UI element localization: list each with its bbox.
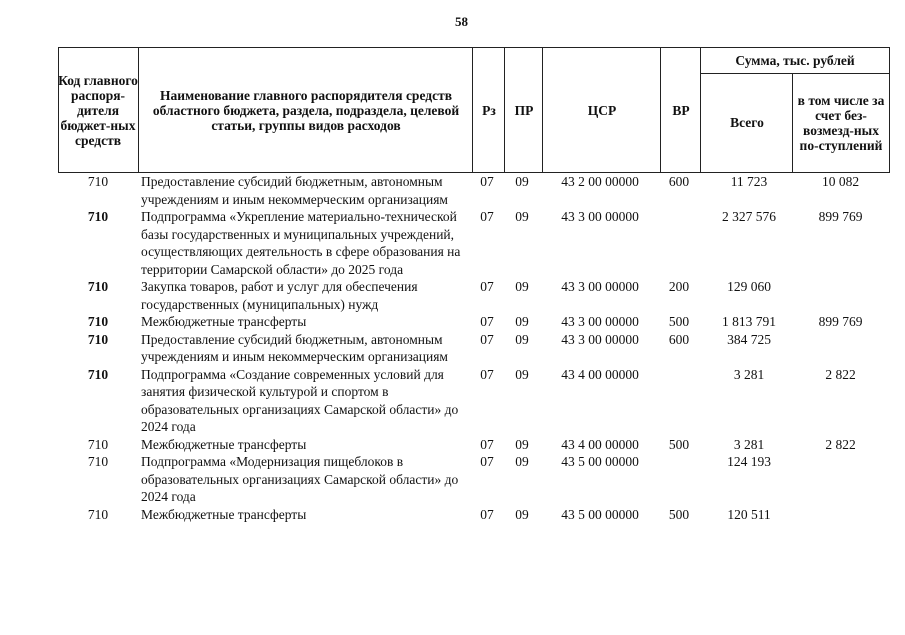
cell-total: 1 813 791 — [722, 314, 776, 329]
cell-gratuitous: 2 822 — [825, 436, 856, 452]
table-row — [58, 331, 890, 366]
cell-code: 710 — [87, 174, 109, 189]
cell-pr: 09 — [515, 366, 529, 382]
cell-rz: 07 — [480, 331, 494, 347]
cell-rz: 07 — [480, 436, 494, 452]
cell-total: 3 281 — [733, 436, 765, 452]
cell-vr: 500 — [668, 436, 690, 452]
cell-code: 710 — [87, 454, 109, 469]
cell-rz: 07 — [480, 279, 494, 294]
header-rz: Рз — [472, 48, 505, 172]
table-body — [58, 173, 890, 523]
cell-vr: 200 — [668, 279, 690, 294]
header-total: Всего — [700, 73, 793, 172]
cell-pr: 09 — [515, 314, 529, 329]
cell-gratuitous — [791, 453, 890, 506]
cell-name: Подпрограмма «Создание современных условий для занятия физической культурой и спортом в образовательных организациях Самарской области» до 2024 года — [141, 366, 459, 434]
cell-pr: 09 — [515, 174, 529, 189]
cell-rz: 07 — [480, 506, 494, 522]
budget-table — [58, 47, 890, 523]
cell-code: 710 — [87, 209, 109, 224]
cell-rz: 07 — [480, 366, 494, 382]
cell-gratuitous — [791, 506, 890, 524]
cell-code: 710 — [87, 436, 109, 452]
cell-csr: 43 5 00 00000 — [561, 454, 639, 469]
cell-gratuitous: 10 082 — [821, 174, 860, 189]
cell-pr: 09 — [515, 506, 529, 522]
cell-code: 710 — [87, 331, 109, 347]
header-code: Код главного распоря-дителя бюджет-ных средств — [58, 72, 138, 148]
cell-csr: 43 3 00 00000 — [561, 331, 639, 347]
cell-pr: 09 — [515, 436, 529, 452]
table-row — [58, 208, 890, 278]
cell-gratuitous: 2 822 — [825, 366, 856, 382]
cell-code: 710 — [87, 506, 109, 522]
cell-csr: 43 3 00 00000 — [561, 279, 639, 294]
cell-total: 120 511 — [727, 506, 771, 522]
page-number: 58 — [455, 14, 468, 29]
cell-gratuitous: 899 769 — [818, 209, 863, 224]
header-pr: ПР — [504, 48, 543, 172]
cell-code: 710 — [87, 314, 109, 329]
header-name: Наименование главного распорядителя средств областного бюджета, раздела, подраздела, целевой статьи, группы видов расходов — [138, 48, 473, 172]
cell-total: 384 725 — [727, 331, 771, 347]
table-header — [58, 47, 890, 173]
cell-name: Межбюджетные трансферты — [141, 436, 307, 452]
cell-total: 124 193 — [727, 454, 771, 469]
table-row — [58, 506, 890, 524]
table-row — [58, 313, 890, 331]
cell-total: 3 281 — [733, 366, 765, 382]
cell-vr — [659, 453, 699, 506]
cell-rz: 07 — [480, 174, 494, 189]
cell-vr: 600 — [668, 331, 690, 347]
cell-rz: 07 — [480, 454, 494, 469]
cell-csr: 43 3 00 00000 — [561, 209, 639, 224]
cell-gratuitous — [791, 331, 890, 366]
cell-vr: 500 — [668, 506, 690, 522]
table-row — [58, 173, 890, 208]
cell-gratuitous — [791, 278, 890, 313]
table-row — [58, 278, 890, 313]
cell-name: Предоставление субсидий бюджетным, автономным учреждениям и иным некоммерческим организациям — [141, 331, 448, 364]
cell-csr: 43 4 00 00000 — [561, 436, 639, 452]
cell-rz: 07 — [480, 209, 494, 224]
header-gratuitous: в том числе за счет без-возмезд-ных по-ступлений — [792, 73, 889, 172]
cell-name: Межбюджетные трансферты — [141, 506, 307, 522]
cell-name: Межбюджетные трансферты — [141, 314, 307, 329]
cell-total: 129 060 — [727, 279, 771, 294]
cell-csr: 43 3 00 00000 — [561, 314, 639, 329]
cell-vr — [659, 366, 699, 436]
cell-pr: 09 — [515, 279, 529, 294]
cell-pr: 09 — [515, 331, 529, 347]
cell-name: Подпрограмма «Укрепление материально-технической базы государственных и муниципальных учреждений, осуществляющих деятельность в сфере образования на территории Самарской области» до 2025 года — [141, 209, 461, 277]
header-vr: ВР — [660, 48, 701, 172]
table-row — [58, 366, 890, 436]
cell-vr — [659, 208, 699, 278]
cell-pr: 09 — [515, 454, 529, 469]
cell-vr: 600 — [668, 174, 690, 189]
cell-code: 710 — [87, 366, 109, 382]
table-row — [58, 453, 890, 506]
cell-code: 710 — [87, 279, 109, 294]
cell-pr: 09 — [515, 209, 529, 224]
cell-vr: 500 — [668, 314, 690, 329]
cell-rz: 07 — [480, 314, 494, 329]
table-row — [58, 436, 890, 454]
cell-name: Предоставление субсидий бюджетным, автономным учреждениям и иным некоммерческим организациям — [141, 174, 448, 207]
header-csr: ЦСР — [542, 48, 661, 172]
cell-gratuitous: 899 769 — [818, 314, 863, 329]
cell-total: 2 327 576 — [722, 209, 776, 224]
cell-total: 11 723 — [730, 174, 768, 189]
cell-csr: 43 4 00 00000 — [561, 366, 639, 382]
cell-csr: 43 5 00 00000 — [561, 506, 639, 522]
cell-name: Закупка товаров, работ и услуг для обеспечения государственных (муниципальных) нужд — [141, 279, 418, 312]
header-sum: Сумма, тыс. рублей — [700, 48, 889, 74]
cell-name: Подпрограмма «Модернизация пищеблоков в образовательных организациях Самарской области» до 2024 года — [141, 454, 459, 504]
cell-csr: 43 2 00 00000 — [561, 174, 639, 189]
